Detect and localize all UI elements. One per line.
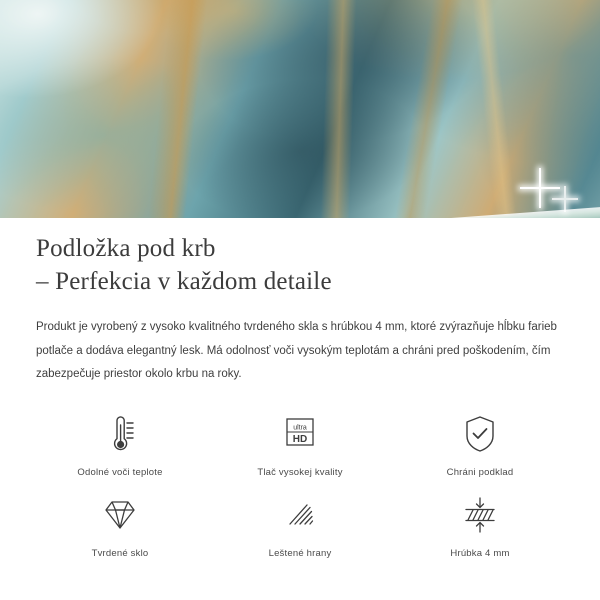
feature-label: Tvrdené sklo — [91, 547, 149, 559]
thermometer-icon — [100, 411, 140, 457]
feature-item — [390, 411, 570, 478]
polished-edges-icon — [277, 492, 323, 538]
diamond-icon — [97, 492, 143, 538]
shield-check-icon — [458, 411, 502, 457]
feature-item — [30, 492, 210, 559]
feature-item — [30, 411, 210, 478]
feature-item — [210, 411, 390, 478]
page-title — [36, 232, 564, 298]
title-line-1: Podložka pod krb — [36, 235, 216, 262]
feature-label: Odolné voči teplote — [77, 466, 163, 478]
feature-label: Leštené hrany — [268, 547, 332, 559]
feature-grid — [0, 411, 600, 559]
title-line-2: – Perfekcia v každom detaile — [36, 268, 332, 295]
feature-label: Hrúbka 4 mm — [450, 547, 510, 559]
feature-label: Tlač vysokej kvality — [257, 466, 343, 478]
description-paragraph: Produkt je vyrobený z vysoko kvalitného tvrdeného skla s hrúbkou 4 mm, ktoré zvýrazňuje hĺbku farieb potlače a dodáva elegantný lesk. Má odolnosť voči vysokým teplotám a chráni pred poškodením, čím zabezpečuje priestor okolo krbu na roky. — [36, 321, 557, 381]
ultra-hd-icon — [277, 411, 323, 457]
glass-panel-photo — [0, 0, 600, 218]
svg-text:ultra: ultra — [293, 424, 307, 432]
hero-image — [0, 0, 600, 218]
feature-label: Chráni podklad — [446, 466, 514, 478]
text-content — [0, 218, 600, 387]
thickness-icon — [457, 492, 503, 538]
marble-artwork — [0, 0, 600, 218]
feature-item — [390, 492, 570, 559]
svg-text:HD: HD — [292, 433, 308, 445]
feature-item — [210, 492, 390, 559]
